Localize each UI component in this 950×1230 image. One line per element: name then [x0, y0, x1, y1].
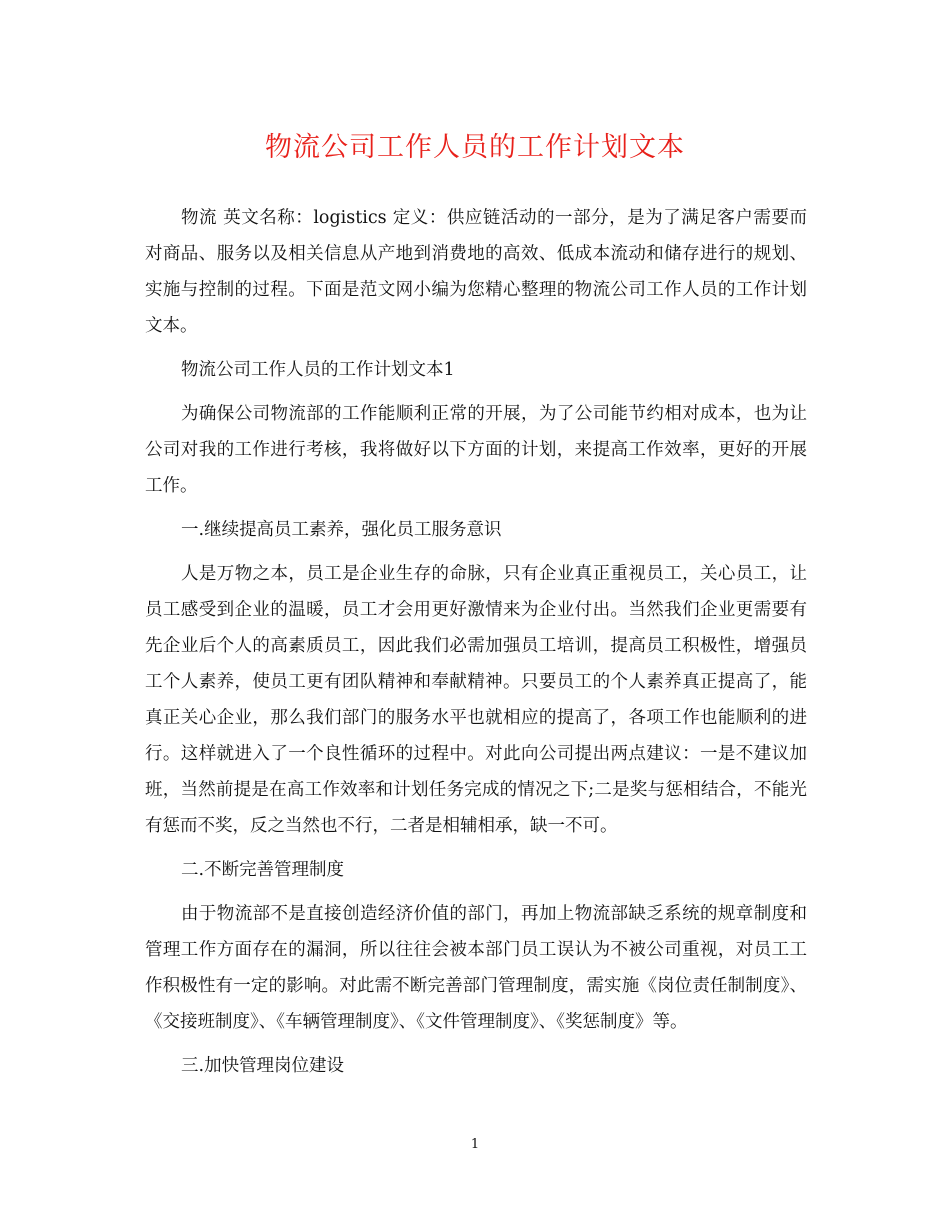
paragraph-management: 由于物流部不是直接创造经济价值的部门，再加上物流部缺乏系统的规章制度和管理工作方面存在的漏洞，所以往往会被本部门员工误认为不被公司重视，对员工工作积极性有一定的影响。对此需不断完善部门管理制度，需实施《岗位责任制制度》、《交接班制度》、《车辆管理制度》、《文件管理制度》、《奖惩制度》等。 — [145, 904, 807, 1032]
heading-three: 三.加快管理岗位建设 — [181, 1056, 345, 1076]
document-title: 物流公司工作人员的工作计划文本 — [265, 132, 685, 163]
intro-paragraph: 物流 英文名称：logistics 定义：供应链活动的一部分，是为了满足客户需要而对商品、服务以及相关信息从产地到消费地的高效、低成本流动和储存进行的规划、实施与控制的过程。下面是范文网小编为您精心整理的物流公司工作人员的工作计划文本。 — [145, 208, 807, 336]
heading-two: 二.不断完善管理制度 — [181, 860, 345, 880]
heading-one: 一.继续提高员工素养，强化员工服务意识 — [181, 520, 502, 540]
paragraph-staff: 人是万物之本，员工是企业生存的命脉，只有企业真正重视员工，关心员工，让员工感受到企业的温暖，员工才会用更好激情来为企业付出。当然我们企业更需要有先企业后个人的高素质员工，因此我们必需加强员工培训，提高员工积极性，增强员工个人素养，使员工更有团队精神和奉献精神。只要员工的个人素养真正提高了，能真正关心企业，那么我们部门的服务水平也就相应的提高了，各项工作也能顺利的进行。这样就进入了一个良性循环的过程中。对此向公司提出两点建议：一是不建议加班，当然前提是在高工作效率和计划任务完成的情况之下;二是奖与惩相结合，不能光有惩而不奖，反之当然也不行，二者是相辅相承，缺一不可。 — [145, 564, 807, 836]
section-title-1: 物流公司工作人员的工作计划文本1 — [181, 360, 455, 380]
document-body — [145, 200, 807, 1092]
paragraph-purpose: 为确保公司物流部的工作能顺利正常的开展，为了公司能节约相对成本，也为让公司对我的工作进行考核，我将做好以下方面的计划，来提高工作效率，更好的开展工作。 — [145, 404, 807, 496]
page-number: 1 — [470, 1137, 480, 1152]
